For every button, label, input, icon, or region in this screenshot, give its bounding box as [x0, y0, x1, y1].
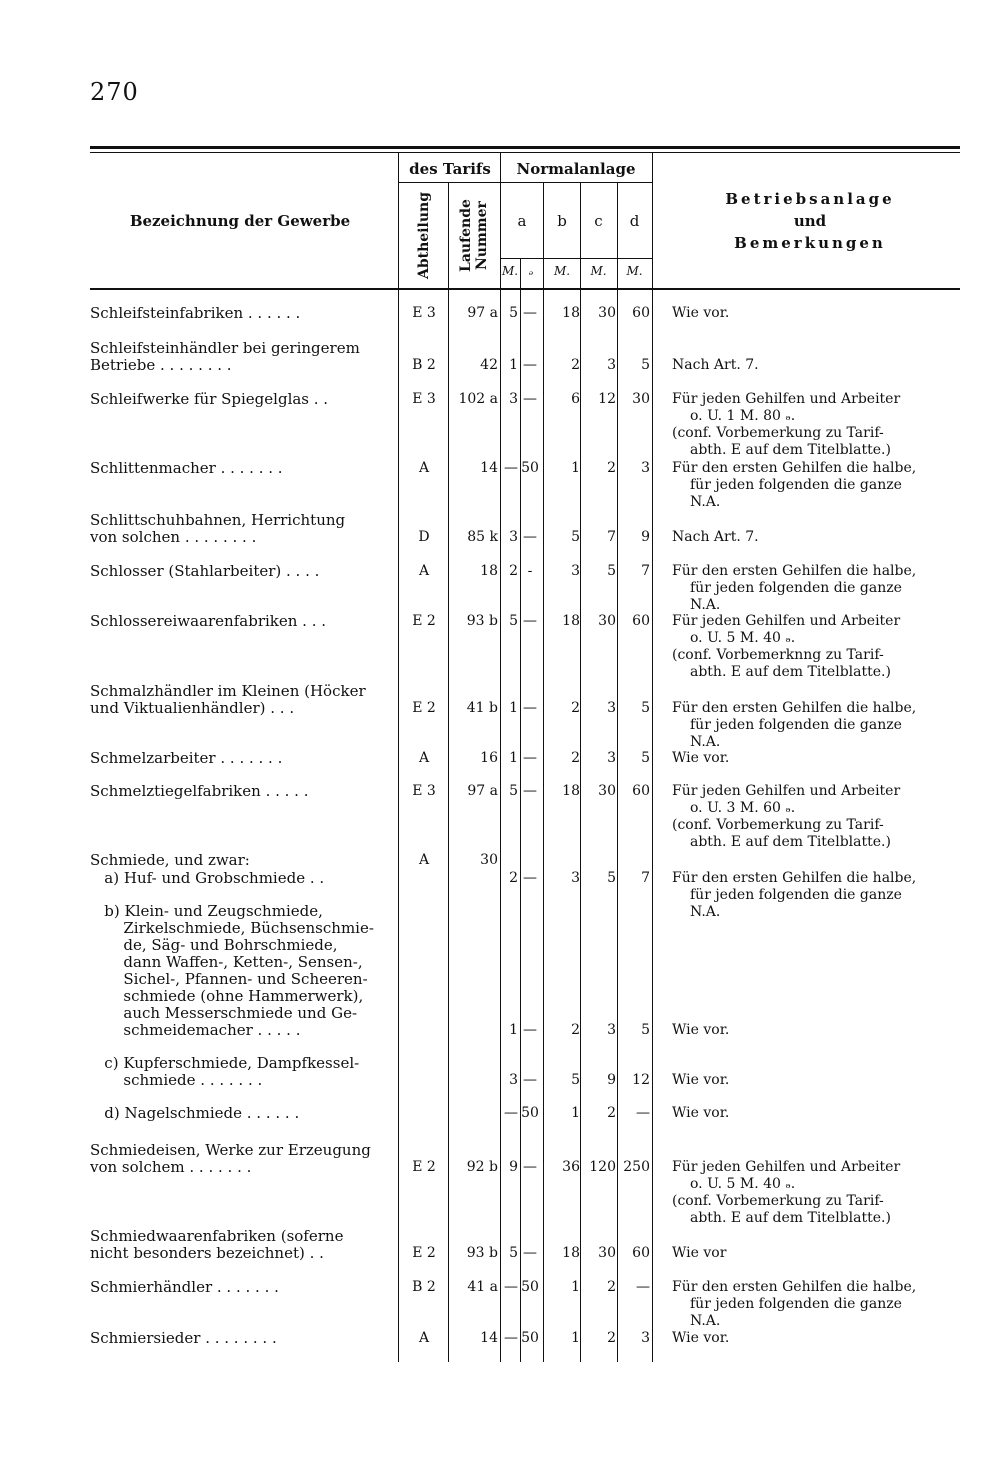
trade-name-line: Schlossereiwaarenfabriken . . . — [90, 613, 327, 630]
trade-name-line: Betriebe . . . . . . . . — [90, 357, 232, 374]
remarks — [672, 750, 962, 767]
remarks-line: für jeden folgenden die ganze — [690, 717, 902, 733]
col-c-cell: 3 — [607, 1022, 616, 1038]
abtheilung-cell: E 3 — [412, 783, 436, 799]
col-b-cell: 36 — [562, 1159, 580, 1175]
laufende-nummer-cell: 16 — [480, 750, 498, 766]
remarks-line: für jeden folgenden die ganze — [690, 580, 902, 596]
col-a-pf-cell: — — [523, 870, 537, 886]
remarks — [672, 1159, 962, 1227]
trade-name-line: und Viktualienhändler) . . . — [90, 700, 295, 717]
remarks-line: o. U. 5 M. 40 ₔ. — [690, 630, 796, 646]
trade-name-line: schmiede (ohne Hammerwerk), — [90, 988, 364, 1005]
remarks-line: N.A. — [690, 1313, 721, 1329]
col-c-cell: 3 — [607, 750, 616, 766]
abtheilung-cell: E 2 — [412, 1159, 436, 1175]
trade-name-line: dann Waffen-, Ketten-, Sensen-, — [90, 954, 363, 971]
remarks-line: N.A. — [690, 904, 721, 920]
laufende-nummer-cell: 42 — [480, 357, 498, 373]
col-b-cell: 2 — [571, 750, 580, 766]
col-a-mark-cell: — — [504, 1105, 518, 1121]
col-b-cell: 1 — [571, 1279, 580, 1295]
col-c-cell: 120 — [589, 1159, 616, 1175]
trade-name-line: Schmelzarbeiter . . . . . . . — [90, 750, 283, 767]
col-c-cell: 3 — [607, 357, 616, 373]
col-b-cell: 18 — [562, 783, 580, 799]
col-a-pf-cell: — — [523, 305, 537, 321]
header-name-column: Bezeichnung der Gewerbe — [129, 212, 351, 230]
laufende-nummer-cell: 92 b — [466, 1159, 498, 1175]
remarks-line: Wie vor. — [672, 1105, 730, 1121]
col-c-cell: 9 — [607, 1072, 616, 1088]
abtheilung-cell: A — [418, 852, 430, 868]
remarks — [672, 1022, 962, 1039]
trade-name-line: Schmiedeisen, Werke zur Erzeugung — [90, 1142, 371, 1159]
col-a-pf-cell: 50 — [521, 1330, 539, 1346]
trade-name — [90, 1055, 388, 1089]
header-remarks-1: Betriebsanlage — [725, 190, 895, 208]
remarks-line: Wie vor. — [672, 305, 730, 321]
trade-name — [90, 1330, 388, 1347]
col-b-cell: 3 — [571, 563, 580, 579]
col-a-pf-cell: — — [523, 529, 537, 545]
grid-line — [398, 182, 652, 183]
trade-name-line: Schleifsteinhändler bei geringerem — [90, 340, 360, 357]
remarks — [672, 391, 962, 459]
remarks — [672, 783, 962, 851]
col-a-pf-cell: — — [523, 700, 537, 716]
col-b-cell: 2 — [571, 1022, 580, 1038]
trade-name-line: schmeidemacher . . . . . — [90, 1022, 301, 1039]
laufende-nummer-cell: 18 — [480, 563, 498, 579]
trade-name-line: Zirkelschmiede, Büchsenschmie- — [90, 920, 374, 937]
col-a-mark-cell: 2 — [509, 563, 518, 579]
col-c-cell: 2 — [607, 1279, 616, 1295]
remarks-line: abth. E auf dem Titelblatte.) — [690, 834, 891, 850]
trade-name-line: Schleifwerke für Spiegelglas . . — [90, 391, 329, 408]
trade-name-line: von solchem . . . . . . . — [90, 1159, 252, 1176]
trade-name — [90, 460, 388, 477]
header-normalanlage: Normalanlage — [516, 160, 636, 178]
trade-name-line: Schmiedwaarenfabriken (soferne — [90, 1228, 344, 1245]
col-b-cell: 6 — [571, 391, 580, 407]
col-d-cell: 5 — [641, 750, 650, 766]
unit-mark-c: M. — [590, 264, 607, 278]
col-a-mark-cell: — — [504, 1330, 518, 1346]
top-rule-thin — [90, 152, 960, 153]
trade-name — [90, 391, 388, 408]
remarks-line: für jeden folgenden die ganze — [690, 887, 902, 903]
col-a-mark-cell: — — [504, 1279, 518, 1295]
abtheilung-cell: A — [418, 750, 430, 766]
trade-name-line: Schlittenmacher . . . . . . . — [90, 460, 283, 477]
trade-name-line: Schmalzhändler im Kleinen (Höcker — [90, 683, 366, 700]
laufende-nummer-cell: 30 — [480, 852, 498, 868]
trade-name-line: schmiede . . . . . . . — [90, 1072, 263, 1089]
col-d-cell: 5 — [641, 1022, 650, 1038]
remarks — [672, 1072, 962, 1089]
trade-name — [90, 870, 388, 887]
remarks-line: (conf. Vorbemerkung zu Tarif- — [672, 817, 884, 833]
remarks-line: Wie vor. — [672, 1072, 730, 1088]
trade-name — [90, 512, 388, 546]
header-col-b: b — [557, 212, 567, 230]
remarks-line: (conf. Vorbemerkung zu Tarif- — [672, 425, 884, 441]
col-d-cell: 7 — [641, 870, 650, 886]
col-b-cell: 1 — [571, 1330, 580, 1346]
unit-mark-d: M. — [626, 264, 643, 278]
col-a-pf-cell: 50 — [521, 460, 539, 476]
col-a-pf-cell: 50 — [521, 1105, 539, 1121]
laufende-nummer-cell: 41 a — [467, 1279, 498, 1295]
col-c-cell: 5 — [607, 870, 616, 886]
col-b-cell: 18 — [562, 613, 580, 629]
remarks-line: N.A. — [690, 734, 721, 750]
remarks-line: o. U. 5 M. 40 ₔ. — [690, 1176, 796, 1192]
col-a-mark-cell: 5 — [509, 783, 518, 799]
col-d-cell: 7 — [641, 563, 650, 579]
remarks — [672, 700, 962, 751]
col-d-cell: 60 — [632, 613, 650, 629]
col-b-cell: 1 — [571, 460, 580, 476]
remarks-line: Für jeden Gehilfen und Arbeiter — [672, 783, 901, 799]
remarks-line: Nach Art. 7. — [672, 357, 759, 373]
laufende-nummer-cell: 93 b — [466, 613, 498, 629]
trade-name — [90, 750, 388, 767]
remarks — [672, 460, 962, 511]
remarks-line: Wie vor — [672, 1245, 727, 1261]
remarks — [672, 305, 962, 322]
laufende-nummer-cell: 97 a — [467, 783, 498, 799]
remarks-line: Für den ersten Gehilfen die halbe, — [672, 1279, 917, 1295]
header-abtheilung: Abtheilung — [416, 192, 432, 280]
col-d-cell: 60 — [632, 305, 650, 321]
unit-mark-b: M. — [553, 264, 571, 278]
page-number: 270 — [90, 78, 139, 106]
unit-pf-a: ₔ — [528, 264, 534, 278]
remarks-line: o. U. 3 M. 60 ₔ. — [690, 800, 796, 816]
remarks — [672, 1330, 962, 1347]
col-b-cell: 3 — [571, 870, 580, 886]
remarks-line: N.A. — [690, 494, 721, 510]
abtheilung-cell: E 2 — [412, 1245, 436, 1261]
header-tarif-group: des Tarifs — [409, 160, 491, 178]
trade-name-line: Schmiersieder . . . . . . . . — [90, 1330, 277, 1347]
col-c-cell: 30 — [598, 613, 616, 629]
laufende-nummer-cell: 14 — [480, 460, 498, 476]
col-a-pf-cell: — — [523, 613, 537, 629]
trade-name — [90, 1105, 388, 1122]
col-d-cell: 60 — [632, 783, 650, 799]
remarks — [672, 563, 962, 614]
abtheilung-cell: D — [418, 529, 430, 545]
remarks-line: für jeden folgenden die ganze — [690, 1296, 902, 1312]
trade-name — [90, 1228, 388, 1262]
remarks-line: (conf. Vorbemerknng zu Tarif- — [672, 647, 884, 663]
col-a-pf-cell: — — [523, 1072, 537, 1088]
header-rule — [90, 288, 960, 290]
col-d-cell: 5 — [641, 357, 650, 373]
col-d-cell: 3 — [641, 1330, 650, 1346]
remarks-line: Nach Art. 7. — [672, 529, 759, 545]
remarks-line: N.A. — [690, 597, 721, 613]
laufende-nummer-cell: 93 b — [466, 1245, 498, 1261]
col-c-cell: 2 — [607, 1330, 616, 1346]
col-a-mark-cell: 5 — [509, 305, 518, 321]
laufende-nummer-cell: 102 a — [458, 391, 498, 407]
trade-name — [90, 340, 388, 374]
col-a-mark-cell: 3 — [509, 1072, 518, 1088]
col-d-cell: 60 — [632, 1245, 650, 1261]
remarks — [672, 1105, 962, 1122]
remarks — [672, 870, 962, 921]
remarks-line: Für jeden Gehilfen und Arbeiter — [672, 391, 901, 407]
col-c-cell: 30 — [598, 1245, 616, 1261]
remarks-line: Für den ersten Gehilfen die halbe, — [672, 700, 917, 716]
grid-line — [448, 182, 449, 1362]
unit-mark-a: M. — [501, 264, 519, 278]
col-a-pf-cell: — — [523, 1022, 537, 1038]
col-b-cell: 1 — [571, 1105, 580, 1121]
remarks-line: Für den ersten Gehilfen die halbe, — [672, 870, 917, 886]
trade-name-line: nicht besonders bezeichnet) . . — [90, 1245, 324, 1262]
col-d-cell: 5 — [641, 700, 650, 716]
remarks-line: abth. E auf dem Titelblatte.) — [690, 1210, 891, 1226]
col-d-cell: 30 — [632, 391, 650, 407]
trade-name-line: Schleifsteinfabriken . . . . . . — [90, 305, 301, 322]
remarks — [672, 613, 962, 681]
col-c-cell: 2 — [607, 460, 616, 476]
col-a-mark-cell: 2 — [509, 870, 518, 886]
col-d-cell: 9 — [641, 529, 650, 545]
col-c-cell: 7 — [607, 529, 616, 545]
col-a-mark-cell: 9 — [509, 1159, 518, 1175]
col-a-mark-cell: 5 — [509, 613, 518, 629]
col-b-cell: 18 — [562, 305, 580, 321]
laufende-nummer-cell: 97 a — [467, 305, 498, 321]
header-remarks-3: Bemerkungen — [734, 234, 886, 252]
header-laufende-nummer: Laufende Nummer — [458, 199, 490, 273]
remarks — [672, 1279, 962, 1330]
trade-name-line: Schmierhändler . . . . . . . — [90, 1279, 279, 1296]
header-col-d: d — [629, 212, 640, 230]
col-a-pf-cell: — — [523, 391, 537, 407]
col-a-mark-cell: 5 — [509, 1245, 518, 1261]
col-d-cell: 250 — [623, 1159, 650, 1175]
abtheilung-cell: B 2 — [412, 357, 436, 373]
col-c-cell: 12 — [598, 391, 616, 407]
trade-name-line: Schlittschuhbahnen, Herrichtung — [90, 512, 346, 529]
remarks-line: Wie vor. — [672, 750, 730, 766]
col-b-cell: 2 — [571, 357, 580, 373]
trade-name — [90, 613, 388, 630]
col-d-cell: — — [636, 1105, 650, 1121]
remarks — [672, 1245, 962, 1262]
col-a-mark-cell: 1 — [509, 700, 518, 716]
trade-name-line: b) Klein- und Zeugschmiede, — [90, 903, 323, 920]
abtheilung-cell: A — [418, 460, 430, 476]
remarks-line: Für jeden Gehilfen und Arbeiter — [672, 613, 901, 629]
trade-name — [90, 683, 388, 717]
remarks-line: Für den ersten Gehilfen die halbe, — [672, 460, 917, 476]
abtheilung-cell: E 2 — [412, 613, 436, 629]
trade-name-line: auch Messerschmiede und Ge- — [90, 1005, 358, 1022]
remarks-line: für jeden folgenden die ganze — [690, 477, 902, 493]
trade-name-line: Schmelztiegelfabriken . . . . . — [90, 783, 309, 800]
col-d-cell: — — [636, 1279, 650, 1295]
trade-name — [90, 852, 388, 869]
grid-line — [520, 258, 521, 1362]
laufende-nummer-cell: 14 — [480, 1330, 498, 1346]
col-c-cell: 3 — [607, 700, 616, 716]
col-a-pf-cell: — — [523, 750, 537, 766]
header-col-a: a — [517, 212, 527, 230]
abtheilung-cell: B 2 — [412, 1279, 436, 1295]
trade-name — [90, 563, 388, 580]
col-a-pf-cell: — — [523, 783, 537, 799]
abtheilung-cell: E 3 — [412, 305, 436, 321]
col-b-cell: 5 — [571, 529, 580, 545]
remarks — [672, 529, 962, 546]
grid-line — [652, 152, 653, 1362]
trade-name-line: de, Säg- und Bohrschmiede, — [90, 937, 338, 954]
col-a-mark-cell: 1 — [509, 357, 518, 373]
col-c-cell: 30 — [598, 305, 616, 321]
abtheilung-cell: E 3 — [412, 391, 436, 407]
top-rule — [90, 146, 960, 149]
remarks-line: abth. E auf dem Titelblatte.) — [690, 664, 891, 680]
trade-name-line: von solchen . . . . . . . . — [90, 529, 257, 546]
abtheilung-cell: A — [418, 1330, 430, 1346]
col-a-mark-cell: 1 — [509, 1022, 518, 1038]
remarks-line: (conf. Vorbemerkung zu Tarif- — [672, 1193, 884, 1209]
col-a-pf-cell: — — [523, 1159, 537, 1175]
trade-name-line: Schmiede, und zwar: — [90, 852, 250, 869]
laufende-nummer-cell: 85 k — [467, 529, 498, 545]
grid-line — [398, 152, 399, 1362]
remarks-line: Für jeden Gehilfen und Arbeiter — [672, 1159, 901, 1175]
remarks-line: o. U. 1 M. 80 ₔ. — [690, 408, 796, 424]
trade-name — [90, 783, 388, 800]
col-d-cell: 12 — [632, 1072, 650, 1088]
col-b-cell: 2 — [571, 700, 580, 716]
abtheilung-cell: E 2 — [412, 700, 436, 716]
trade-name-line: Schlosser (Stahlarbeiter) . . . . — [90, 563, 320, 580]
remarks — [672, 357, 962, 374]
col-a-pf-cell: — — [523, 1245, 537, 1261]
header-remarks-2: und — [793, 212, 827, 230]
trade-name — [90, 1279, 388, 1296]
trade-name-line: d) Nagelschmiede . . . . . . — [90, 1105, 300, 1122]
col-a-pf-cell: 50 — [521, 1279, 539, 1295]
col-a-pf-cell: - — [527, 563, 533, 579]
header-col-c: c — [594, 212, 603, 230]
col-a-mark-cell: — — [504, 460, 518, 476]
abtheilung-cell: A — [418, 563, 430, 579]
trade-name-line: Sichel-, Pfannen- und Scheeren- — [90, 971, 368, 988]
col-c-cell: 2 — [607, 1105, 616, 1121]
col-a-mark-cell: 1 — [509, 750, 518, 766]
col-c-cell: 5 — [607, 563, 616, 579]
col-a-mark-cell: 3 — [509, 529, 518, 545]
remarks-line: Wie vor. — [672, 1022, 730, 1038]
trade-name — [90, 305, 388, 322]
remarks-line: Für den ersten Gehilfen die halbe, — [672, 563, 917, 579]
trade-name — [90, 903, 388, 1039]
trade-name-line: a) Huf- und Grobschmiede . . — [90, 870, 325, 887]
col-b-cell: 5 — [571, 1072, 580, 1088]
col-b-cell: 18 — [562, 1245, 580, 1261]
remarks-line: Wie vor. — [672, 1330, 730, 1346]
laufende-nummer-cell: 41 b — [466, 700, 498, 716]
grid-line — [500, 258, 652, 259]
col-a-mark-cell: 3 — [509, 391, 518, 407]
trade-name — [90, 1142, 388, 1176]
col-c-cell: 30 — [598, 783, 616, 799]
remarks-line: abth. E auf dem Titelblatte.) — [690, 442, 891, 458]
col-d-cell: 3 — [641, 460, 650, 476]
trade-name-line: c) Kupferschmiede, Dampfkessel- — [90, 1055, 360, 1072]
col-a-pf-cell: — — [523, 357, 537, 373]
